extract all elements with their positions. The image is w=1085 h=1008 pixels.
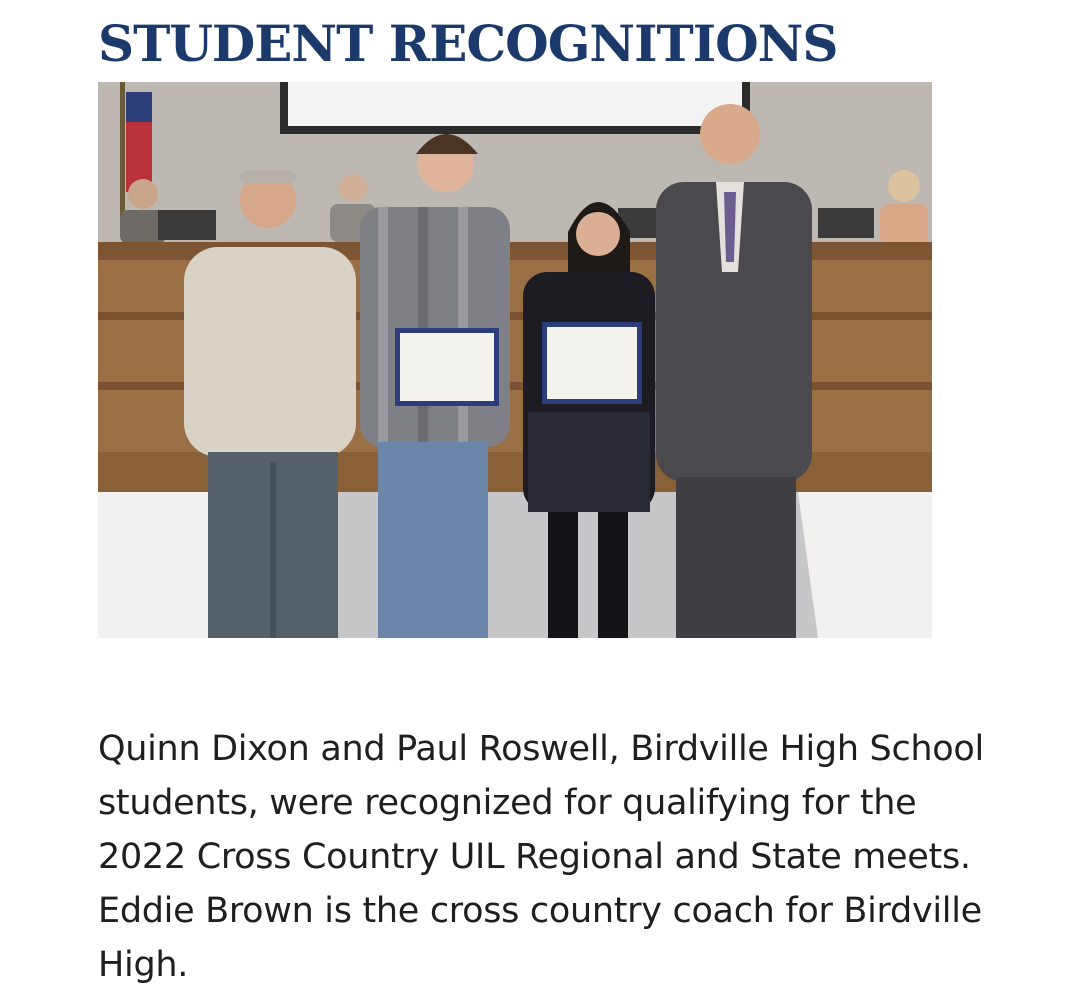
group-photo-icon — [98, 82, 932, 638]
page-title: STUDENT RECOGNITIONS — [98, 14, 838, 73]
caption-text: Quinn Dixon and Paul Roswell, Birdville High School students, were recognized for qualifying for the 2022 Cross Country UIL Regional and State meets. Eddie Brown is the cross country coach for Birdville High. — [98, 729, 984, 985]
recognition-photo — [98, 82, 932, 638]
